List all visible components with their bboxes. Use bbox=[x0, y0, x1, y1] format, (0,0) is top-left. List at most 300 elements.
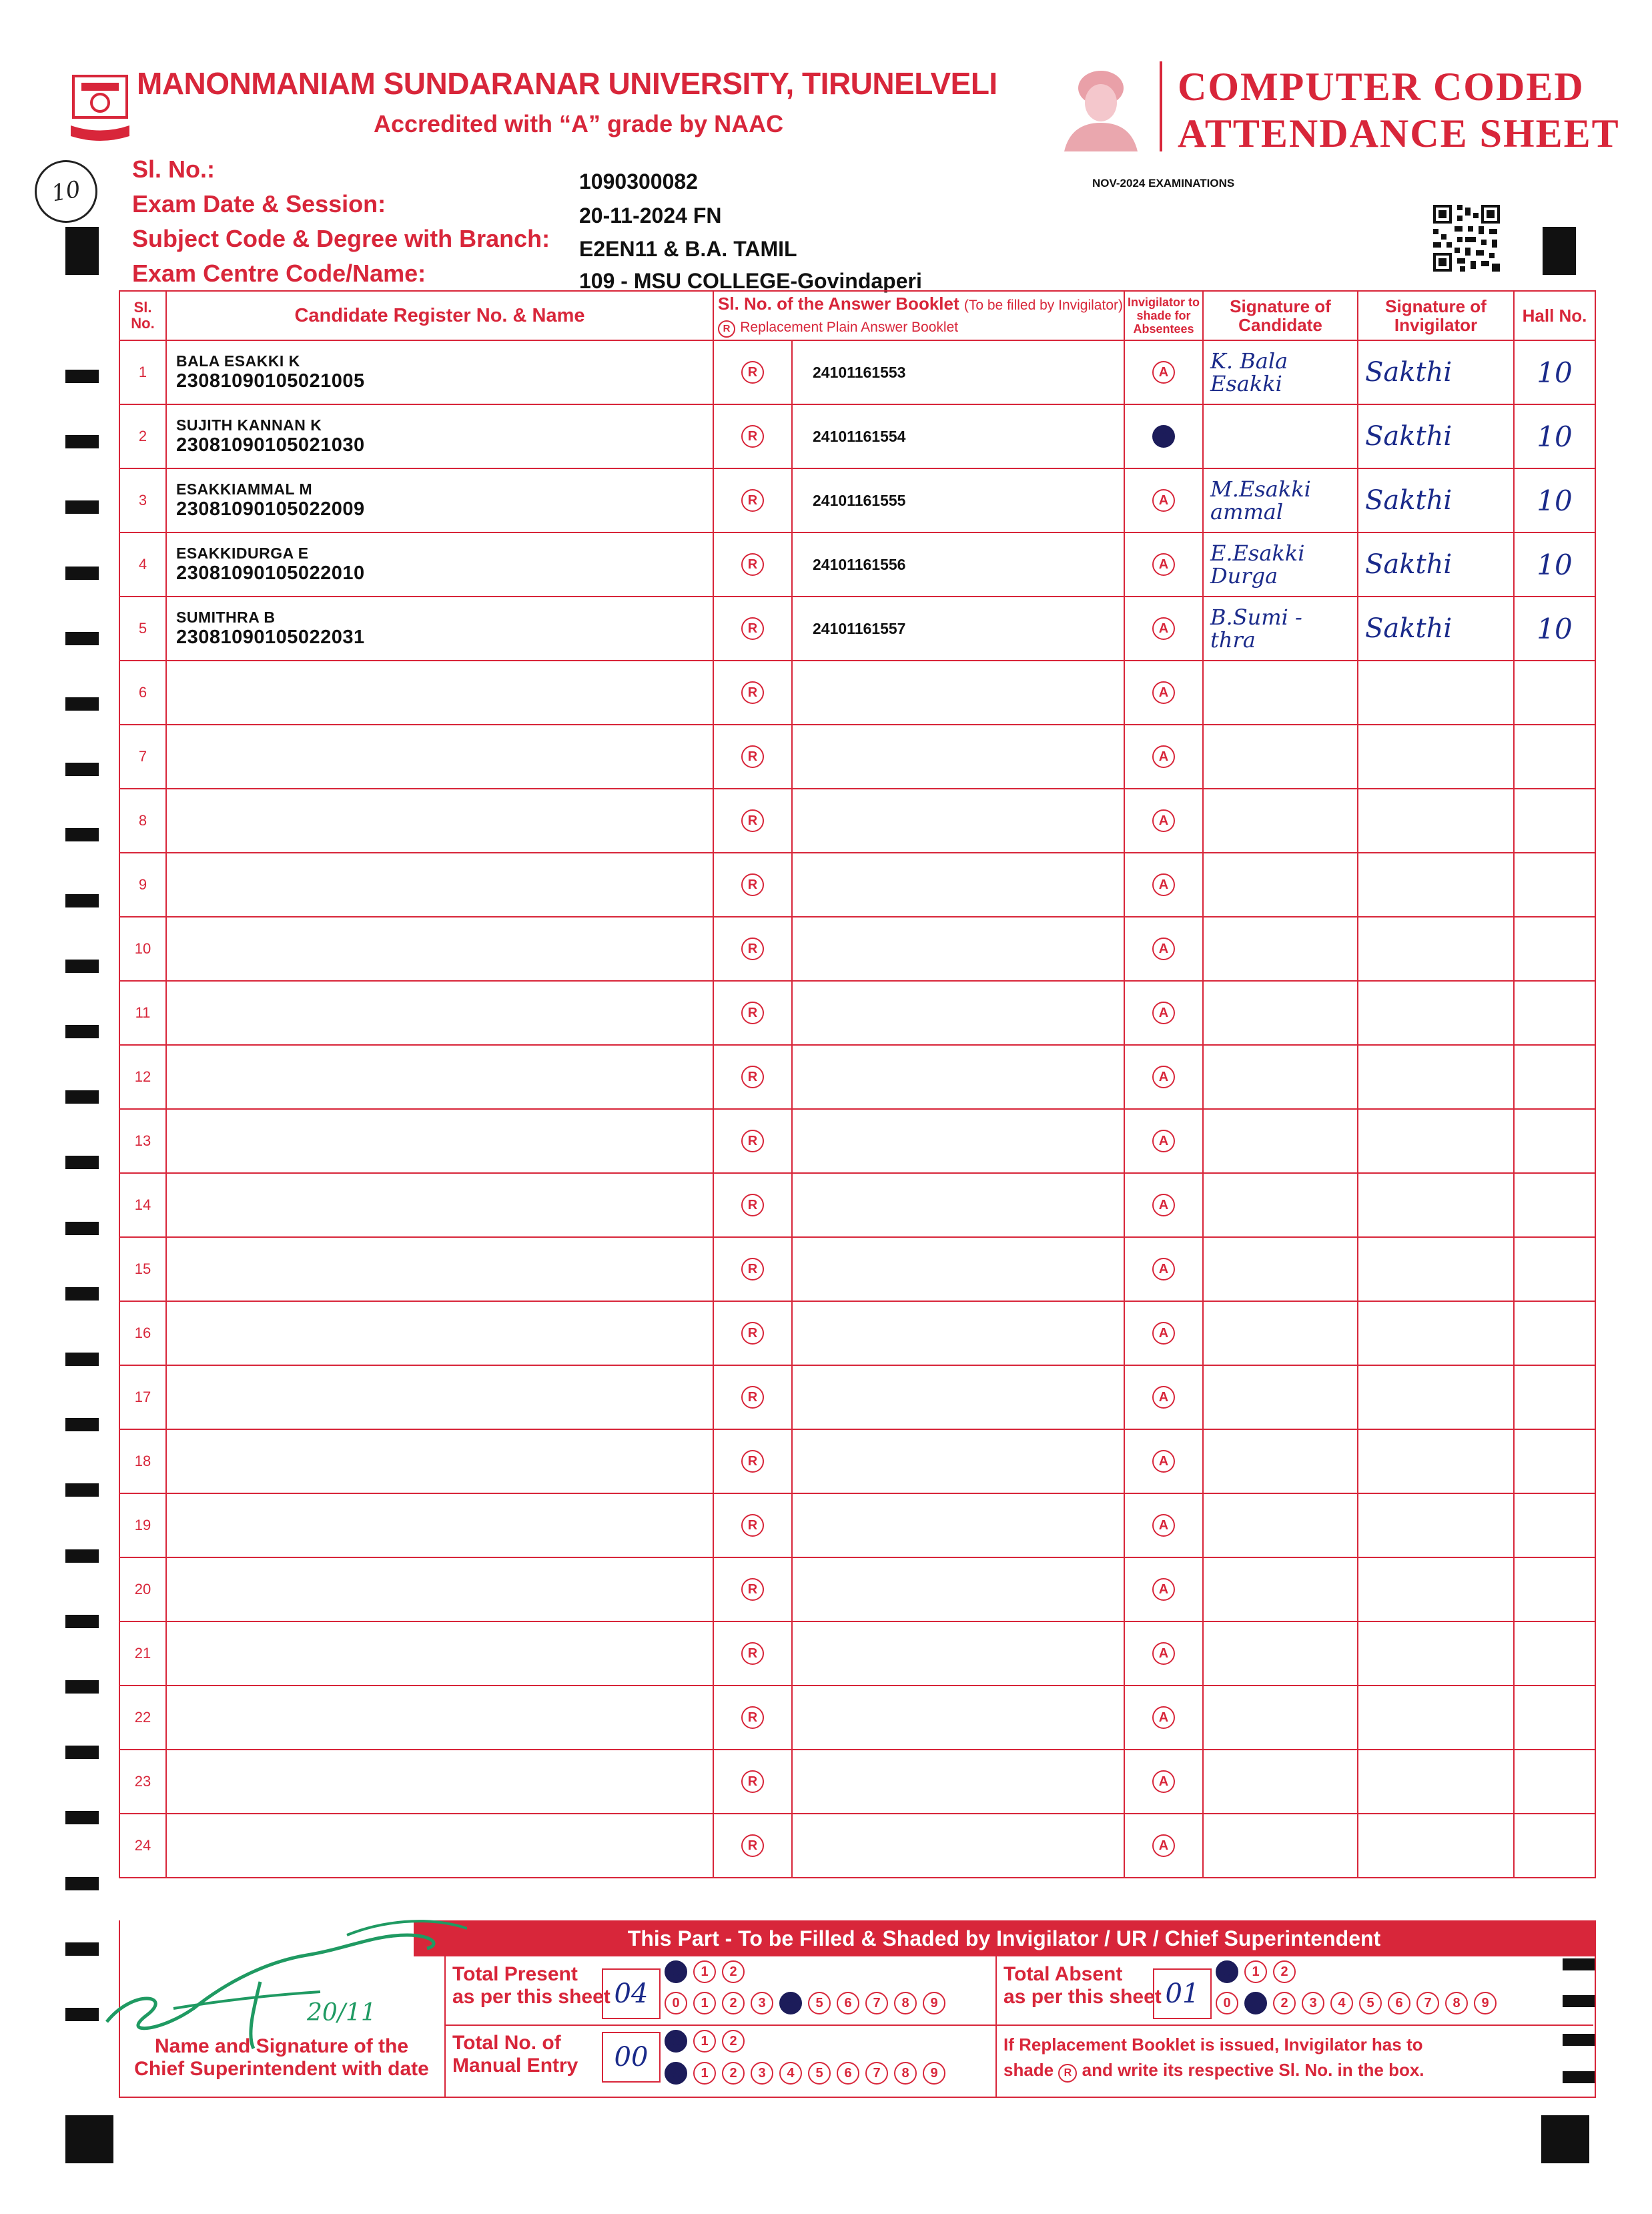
candidate-signature bbox=[1203, 1557, 1358, 1621]
digit-bubble[interactable]: 9 bbox=[923, 1992, 945, 2014]
replacement-bubble-cell[interactable] bbox=[713, 1045, 792, 1109]
candidate-cell bbox=[166, 853, 713, 917]
replacement-r-bubble[interactable]: R bbox=[741, 681, 764, 704]
digit-bubble[interactable]: 6 bbox=[837, 2062, 859, 2085]
digit-bubble[interactable]: 1 bbox=[1244, 1960, 1267, 1983]
absentee-a-bubble[interactable]: A bbox=[1152, 938, 1175, 960]
replacement-bubble-cell[interactable] bbox=[713, 1814, 792, 1878]
candidate-cell bbox=[166, 1237, 713, 1301]
candidate-cell bbox=[166, 1750, 713, 1814]
replacement-r-bubble[interactable]: R bbox=[741, 1834, 764, 1857]
digit-bubble[interactable]: 7 bbox=[1416, 1992, 1439, 2014]
absentee-bubble-cell[interactable] bbox=[1124, 1045, 1203, 1109]
absentee-bubble-cell[interactable] bbox=[1124, 1493, 1203, 1557]
absentee-bubble-cell[interactable] bbox=[1124, 597, 1203, 661]
replacement-r-bubble[interactable]: R bbox=[741, 1770, 764, 1793]
table-row bbox=[119, 1429, 1595, 1493]
digit-bubble[interactable]: 2 bbox=[722, 1992, 745, 2014]
candidate-signature-text: K. Bala Esakki bbox=[1210, 348, 1288, 396]
absentee-bubble-cell[interactable] bbox=[1124, 789, 1203, 853]
hall-no bbox=[1514, 1237, 1595, 1301]
notice-rest-text: and write its respective Sl. No. in the box. bbox=[1082, 2060, 1424, 2080]
absentee-bubble-cell[interactable] bbox=[1124, 1621, 1203, 1686]
replacement-bubble-cell[interactable] bbox=[713, 661, 792, 725]
candidate-signature-text: M.Esakki ammal bbox=[1210, 476, 1311, 524]
replacement-bubble-cell[interactable] bbox=[713, 981, 792, 1045]
answer-booklet-no[interactable] bbox=[792, 1429, 1124, 1493]
absentee-a-bubble[interactable]: A bbox=[1152, 489, 1175, 512]
row-sl-no: 13 bbox=[119, 1109, 166, 1173]
table-row bbox=[119, 532, 1595, 597]
candidate-signature bbox=[1203, 1814, 1358, 1878]
table-row bbox=[119, 1557, 1595, 1621]
invigilator-signature bbox=[1358, 1493, 1514, 1557]
replacement-bubble-cell[interactable] bbox=[713, 1686, 792, 1750]
answer-booklet-no[interactable] bbox=[792, 1109, 1124, 1173]
absentee-a-bubble[interactable]: A bbox=[1152, 1194, 1175, 1216]
replacement-bubble-cell[interactable] bbox=[713, 1621, 792, 1686]
candidate-cell bbox=[166, 981, 713, 1045]
replacement-r-bubble[interactable]: R bbox=[741, 1066, 764, 1088]
row-sl-no: 18 bbox=[119, 1429, 166, 1493]
candidate-cell bbox=[166, 1365, 713, 1429]
replacement-r-bubble[interactable]: R bbox=[741, 1514, 764, 1537]
candidate-signature bbox=[1203, 1301, 1358, 1365]
hall-no bbox=[1514, 1301, 1595, 1365]
alignment-mark bbox=[1543, 227, 1576, 275]
candidate-register-no: 23081090105021005 bbox=[176, 370, 365, 392]
invigilator-signature-text: Sakthi bbox=[1365, 613, 1453, 644]
absentee-bubble-cell[interactable] bbox=[1124, 1814, 1203, 1878]
candidate-signature bbox=[1203, 1686, 1358, 1750]
answer-booklet-no[interactable] bbox=[792, 917, 1124, 981]
exam-date-value: 20-11-2024 FN bbox=[579, 204, 722, 228]
replacement-bubble-cell[interactable] bbox=[713, 468, 792, 532]
absentee-bubble-cell[interactable] bbox=[1124, 661, 1203, 725]
digit-bubble[interactable]: 2 bbox=[722, 1960, 745, 1983]
replacement-bubble-cell[interactable] bbox=[713, 789, 792, 853]
invigilator-signature bbox=[1358, 661, 1514, 725]
replacement-bubble-cell[interactable] bbox=[713, 1750, 792, 1814]
absentee-a-bubble[interactable]: A bbox=[1152, 1322, 1175, 1345]
invigilator-signature bbox=[1358, 1814, 1514, 1878]
absentee-a-bubble[interactable]: A bbox=[1152, 425, 1175, 448]
answer-booklet-no[interactable] bbox=[792, 1686, 1124, 1750]
absentee-bubble-cell[interactable] bbox=[1124, 917, 1203, 981]
digit-bubble[interactable]: 1 bbox=[693, 2030, 716, 2053]
answer-booklet-no[interactable] bbox=[792, 1814, 1124, 1878]
invigilator-signature bbox=[1358, 853, 1514, 917]
digit-bubble[interactable]: 6 bbox=[837, 1992, 859, 2014]
absentee-bubble-cell[interactable] bbox=[1124, 1173, 1203, 1237]
invigilator-signature bbox=[1358, 1429, 1514, 1493]
replacement-r-bubble[interactable]: R bbox=[741, 809, 764, 832]
candidate-cell bbox=[166, 1045, 713, 1109]
manual-entry-line1: Total No. of bbox=[452, 2032, 561, 2054]
answer-booklet-no[interactable]: 24101161556 bbox=[792, 532, 1124, 597]
replacement-r-icon: R bbox=[718, 320, 735, 338]
answer-booklet-no[interactable] bbox=[792, 1493, 1124, 1557]
absentee-bubble-cell[interactable] bbox=[1124, 1365, 1203, 1429]
timing-mark bbox=[65, 1156, 99, 1169]
replacement-r-bubble[interactable]: R bbox=[741, 361, 764, 384]
timing-mark bbox=[65, 435, 99, 448]
answer-booklet-no[interactable] bbox=[792, 725, 1124, 789]
replacement-r-bubble[interactable]: R bbox=[741, 489, 764, 512]
qr-code bbox=[1433, 205, 1500, 272]
manual-tens-bubbles bbox=[665, 2030, 745, 2053]
absentee-a-bubble[interactable]: A bbox=[1152, 681, 1175, 704]
sheet-title bbox=[1178, 63, 1620, 157]
replacement-r-bubble[interactable]: R bbox=[741, 553, 764, 576]
timing-mark bbox=[65, 763, 99, 776]
replacement-r-bubble[interactable]: R bbox=[741, 1258, 764, 1280]
digit-bubble[interactable]: 6 bbox=[1388, 1992, 1410, 2014]
hall-no bbox=[1514, 1365, 1595, 1429]
invigilator-signature bbox=[1358, 1045, 1514, 1109]
absentee-a-bubble[interactable]: A bbox=[1152, 1578, 1175, 1601]
total-absent-line2: as per this sheet bbox=[1003, 1986, 1162, 2008]
hall-no bbox=[1514, 1493, 1595, 1557]
replacement-r-bubble[interactable]: R bbox=[741, 873, 764, 896]
absentee-bubble-cell[interactable] bbox=[1124, 981, 1203, 1045]
absentee-bubble-cell[interactable] bbox=[1124, 1557, 1203, 1621]
timing-mark bbox=[65, 567, 99, 580]
candidate-cell bbox=[166, 597, 713, 661]
row-sl-no: 22 bbox=[119, 1686, 166, 1750]
replacement-bubble-cell[interactable] bbox=[713, 597, 792, 661]
table-row bbox=[119, 853, 1595, 917]
timing-mark bbox=[65, 1746, 99, 1759]
digit-bubble[interactable]: 8 bbox=[894, 1992, 917, 2014]
digit-bubble[interactable]: 0 bbox=[665, 2062, 687, 2085]
notice-line1: If Replacement Booklet is issued, Invigilator has to bbox=[1003, 2035, 1423, 2055]
row-sl-no: 17 bbox=[119, 1365, 166, 1429]
digit-bubble[interactable]: 7 bbox=[865, 2062, 888, 2085]
absentee-bubble-cell[interactable] bbox=[1124, 1686, 1203, 1750]
invigilator-signature bbox=[1358, 468, 1514, 532]
invigilator-signature bbox=[1358, 789, 1514, 853]
col-signature-candidate-header: Signature of Candidate bbox=[1203, 291, 1358, 340]
university-name: MANONMANIAM SUNDARANAR UNIVERSITY, TIRUNELVELI bbox=[137, 66, 997, 101]
table-row bbox=[119, 1045, 1595, 1109]
replacement-bubble-cell[interactable] bbox=[713, 1557, 792, 1621]
candidate-name: SUJITH KANNAN K bbox=[176, 416, 322, 434]
digit-bubble[interactable]: 1 bbox=[693, 2062, 716, 2085]
chief-label bbox=[119, 2035, 444, 2081]
replacement-bubble-cell[interactable] bbox=[713, 1173, 792, 1237]
replacement-r-bubble[interactable]: R bbox=[741, 1322, 764, 1345]
replacement-r-bubble[interactable]: R bbox=[741, 1194, 764, 1216]
candidate-signature bbox=[1203, 1365, 1358, 1429]
digit-bubble[interactable]: 8 bbox=[894, 2062, 917, 2085]
candidate-register-no: 23081090105021030 bbox=[176, 434, 365, 456]
exam-date-label: Exam Date & Session: bbox=[132, 190, 386, 218]
absentee-a-bubble[interactable]: A bbox=[1152, 361, 1175, 384]
timing-mark bbox=[65, 1483, 99, 1497]
candidate-cell bbox=[166, 1301, 713, 1365]
answer-booklet-no[interactable] bbox=[792, 789, 1124, 853]
replacement-r-bubble[interactable]: R bbox=[741, 938, 764, 960]
replacement-r-bubble[interactable]: R bbox=[741, 1578, 764, 1601]
invigilator-signature bbox=[1358, 917, 1514, 981]
invigilator-signature bbox=[1358, 1301, 1514, 1365]
candidate-cell bbox=[166, 404, 713, 468]
absentee-a-bubble[interactable]: A bbox=[1152, 809, 1175, 832]
absentee-a-bubble[interactable]: A bbox=[1152, 1130, 1175, 1152]
digit-bubble[interactable]: 5 bbox=[808, 2062, 831, 2085]
hall-no bbox=[1514, 661, 1595, 725]
row-sl-no: 4 bbox=[119, 532, 166, 597]
hall-no bbox=[1514, 1045, 1595, 1109]
digit-bubble[interactable]: 0 bbox=[1216, 1992, 1238, 2014]
answer-booklet-no[interactable] bbox=[792, 1173, 1124, 1237]
centre-value: 109 - MSU COLLEGE-Govindaperi bbox=[579, 269, 922, 293]
absentee-bubble-cell[interactable] bbox=[1124, 853, 1203, 917]
answer-booklet-no[interactable] bbox=[792, 1557, 1124, 1621]
table-row bbox=[119, 468, 1595, 532]
candidate-signature bbox=[1203, 1237, 1358, 1301]
answer-booklet-no[interactable] bbox=[792, 981, 1124, 1045]
hall-no bbox=[1514, 1173, 1595, 1237]
hall-no-text: 10 bbox=[1537, 356, 1573, 389]
replacement-bubble-cell[interactable] bbox=[713, 532, 792, 597]
manual-entry-line2: Manual Entry bbox=[452, 2055, 578, 2077]
candidate-signature bbox=[1203, 725, 1358, 789]
digit-bubble[interactable]: 9 bbox=[923, 2062, 945, 2085]
candidate-signature bbox=[1203, 917, 1358, 981]
row-divider bbox=[444, 2024, 1593, 2026]
table-row bbox=[119, 1109, 1595, 1173]
absentee-bubble-cell[interactable] bbox=[1124, 1750, 1203, 1814]
digit-bubble[interactable]: 8 bbox=[1445, 1992, 1468, 2014]
sheet-title-line1: COMPUTER CODED bbox=[1178, 65, 1585, 109]
candidate-register-no: 23081090105022031 bbox=[176, 627, 365, 648]
answer-booklet-no[interactable] bbox=[792, 661, 1124, 725]
attendance-table bbox=[119, 290, 1596, 1878]
absentee-bubble-cell[interactable] bbox=[1124, 404, 1203, 468]
digit-bubble[interactable]: 0 bbox=[665, 1992, 687, 2014]
invigilator-signature-text: Sakthi bbox=[1365, 485, 1453, 516]
timing-mark bbox=[65, 828, 99, 841]
digit-bubble[interactable]: 4 bbox=[1330, 1992, 1353, 2014]
answer-booklet-no[interactable] bbox=[792, 1301, 1124, 1365]
absentee-bubble-cell[interactable] bbox=[1124, 468, 1203, 532]
timing-mark bbox=[65, 632, 99, 645]
candidate-signature bbox=[1203, 661, 1358, 725]
absentee-a-bubble[interactable]: A bbox=[1152, 1642, 1175, 1665]
candidate-cell bbox=[166, 1814, 713, 1878]
candidate-cell bbox=[166, 1493, 713, 1557]
replacement-r-bubble[interactable]: R bbox=[741, 1706, 764, 1729]
digit-bubble[interactable]: 3 bbox=[751, 2062, 773, 2085]
digit-bubble[interactable]: 2 bbox=[1273, 1992, 1296, 2014]
absentee-bubble-cell[interactable] bbox=[1124, 1301, 1203, 1365]
replacement-r-bubble[interactable]: R bbox=[741, 1002, 764, 1024]
hall-no bbox=[1514, 1686, 1595, 1750]
candidate-signature bbox=[1203, 1621, 1358, 1686]
candidate-signature bbox=[1203, 1429, 1358, 1493]
manual-entry-label bbox=[452, 2032, 578, 2077]
replacement-bubble-cell[interactable] bbox=[713, 1493, 792, 1557]
candidate-cell bbox=[166, 532, 713, 597]
hall-no bbox=[1514, 468, 1595, 532]
digit-bubble[interactable]: 5 bbox=[808, 1992, 831, 2014]
notice-line2 bbox=[1003, 2057, 1424, 2083]
row-sl-no: 5 bbox=[119, 597, 166, 661]
total-absent-box[interactable]: 01 bbox=[1153, 1968, 1212, 2019]
absentee-bubble-cell[interactable] bbox=[1124, 1237, 1203, 1301]
absentee-a-bubble[interactable]: A bbox=[1152, 1514, 1175, 1537]
digit-bubble[interactable]: 3 bbox=[751, 1992, 773, 2014]
candidate-signature bbox=[1203, 1493, 1358, 1557]
absentee-a-bubble[interactable]: A bbox=[1152, 1066, 1175, 1088]
answer-booklet-no[interactable]: 24101161554 bbox=[792, 404, 1124, 468]
answer-booklet-no[interactable] bbox=[792, 1237, 1124, 1301]
digit-bubble[interactable]: 2 bbox=[1273, 1960, 1296, 1983]
digit-bubble[interactable]: 0 bbox=[665, 2030, 687, 2053]
timing-mark bbox=[65, 960, 99, 973]
answer-booklet-no[interactable] bbox=[792, 1750, 1124, 1814]
candidate-cell bbox=[166, 789, 713, 853]
digit-bubble[interactable]: 4 bbox=[779, 1992, 802, 2014]
exam-tag: NOV-2024 EXAMINATIONS bbox=[1092, 177, 1235, 190]
candidate-name: BALA ESAKKI K bbox=[176, 352, 300, 370]
absentee-a-bubble[interactable]: A bbox=[1152, 1002, 1175, 1024]
absentee-a-bubble[interactable]: A bbox=[1152, 1258, 1175, 1280]
replacement-r-bubble[interactable]: R bbox=[741, 1642, 764, 1665]
digit-bubble[interactable]: 1 bbox=[1244, 1992, 1267, 2014]
table-row bbox=[119, 725, 1595, 789]
table-row bbox=[119, 340, 1595, 404]
digit-bubble[interactable]: 4 bbox=[779, 2062, 802, 2085]
university-logo bbox=[67, 72, 133, 145]
replacement-r-bubble[interactable]: R bbox=[741, 617, 764, 640]
digit-bubble[interactable]: 0 bbox=[1216, 1960, 1238, 1983]
digit-bubble[interactable]: 2 bbox=[722, 2030, 745, 2053]
absentee-a-bubble[interactable]: A bbox=[1152, 617, 1175, 640]
replacement-r-bubble[interactable]: R bbox=[741, 745, 764, 768]
table-row bbox=[119, 789, 1595, 853]
invigilator-signature bbox=[1358, 725, 1514, 789]
digit-bubble[interactable]: 2 bbox=[722, 2062, 745, 2085]
digit-bubble[interactable]: 1 bbox=[693, 1960, 716, 1983]
total-absent-label bbox=[1003, 1963, 1162, 2008]
invigilator-signature bbox=[1358, 1621, 1514, 1686]
answer-booklet-no[interactable]: 24101161553 bbox=[792, 340, 1124, 404]
candidate-signature bbox=[1203, 1750, 1358, 1814]
total-present-label bbox=[452, 1963, 610, 2008]
replacement-r-bubble[interactable]: R bbox=[741, 1130, 764, 1152]
candidate-cell bbox=[166, 1621, 713, 1686]
digit-bubble[interactable]: 5 bbox=[1359, 1992, 1382, 2014]
candidate-signature-text: E.Esakki Durga bbox=[1210, 540, 1305, 589]
answer-booklet-no[interactable] bbox=[792, 1365, 1124, 1429]
absent-units-bubbles bbox=[1216, 1992, 1497, 2014]
replacement-bubble-cell[interactable] bbox=[713, 917, 792, 981]
absentee-a-bubble[interactable]: A bbox=[1152, 873, 1175, 896]
answer-booklet-no[interactable] bbox=[792, 1045, 1124, 1109]
replacement-bubble-cell[interactable] bbox=[713, 1109, 792, 1173]
replacement-bubble-cell[interactable] bbox=[713, 340, 792, 404]
answer-booklet-no[interactable] bbox=[792, 853, 1124, 917]
replacement-bubble-cell[interactable] bbox=[713, 725, 792, 789]
invigilator-signature bbox=[1358, 1109, 1514, 1173]
candidate-signature bbox=[1203, 1173, 1358, 1237]
absentee-a-bubble[interactable]: A bbox=[1152, 1706, 1175, 1729]
replacement-r-bubble[interactable]: R bbox=[741, 1450, 764, 1473]
absentee-bubble-cell[interactable] bbox=[1124, 1109, 1203, 1173]
absentee-bubble-cell[interactable] bbox=[1124, 1429, 1203, 1493]
candidate-signature bbox=[1203, 853, 1358, 917]
absentee-a-bubble[interactable]: A bbox=[1152, 553, 1175, 576]
timing-mark bbox=[65, 1025, 99, 1038]
absentee-a-bubble[interactable]: A bbox=[1152, 1834, 1175, 1857]
digit-bubble[interactable]: 3 bbox=[1302, 1992, 1324, 2014]
digit-bubble[interactable]: 9 bbox=[1474, 1992, 1497, 2014]
digit-bubble[interactable]: 0 bbox=[665, 1960, 687, 1983]
row-sl-no: 12 bbox=[119, 1045, 166, 1109]
manual-units-bubbles bbox=[665, 2062, 945, 2085]
timing-mark bbox=[65, 1615, 99, 1628]
manual-entry-box[interactable]: 00 bbox=[602, 2032, 661, 2083]
timing-mark bbox=[65, 697, 99, 711]
row-sl-no: 1 bbox=[119, 340, 166, 404]
answer-booklet-no[interactable] bbox=[792, 1621, 1124, 1686]
answer-booklet-no[interactable]: 24101161555 bbox=[792, 468, 1124, 532]
row-sl-no: 21 bbox=[119, 1621, 166, 1686]
digit-bubble[interactable]: 7 bbox=[865, 1992, 888, 2014]
candidate-signature bbox=[1203, 468, 1358, 532]
absentee-a-bubble[interactable]: A bbox=[1152, 1386, 1175, 1409]
replacement-bubble-cell[interactable] bbox=[713, 853, 792, 917]
invigilator-signature-text: Sakthi bbox=[1365, 357, 1453, 388]
timing-mark bbox=[65, 1287, 99, 1301]
replacement-bubble-cell[interactable] bbox=[713, 1301, 792, 1365]
col-signature-invigilator-header: Signature of Invigilator bbox=[1358, 291, 1514, 340]
absentee-bubble-cell[interactable] bbox=[1124, 725, 1203, 789]
hall-no bbox=[1514, 1109, 1595, 1173]
candidate-cell bbox=[166, 1173, 713, 1237]
row-sl-no: 16 bbox=[119, 1301, 166, 1365]
absentee-a-bubble[interactable]: A bbox=[1152, 1770, 1175, 1793]
digit-bubble[interactable]: 1 bbox=[693, 1992, 716, 2014]
row-sl-no: 7 bbox=[119, 725, 166, 789]
timing-mark bbox=[65, 1549, 99, 1563]
replacement-r-bubble[interactable]: R bbox=[741, 1386, 764, 1409]
replacement-bubble-cell[interactable] bbox=[713, 404, 792, 468]
total-present-box[interactable]: 04 bbox=[602, 1968, 661, 2019]
replacement-bubble-cell[interactable] bbox=[713, 1365, 792, 1429]
col-booklet-header bbox=[713, 291, 1124, 340]
timing-mark bbox=[65, 1090, 99, 1104]
table-row bbox=[119, 1365, 1595, 1429]
timing-mark bbox=[65, 1811, 99, 1824]
absentee-bubble-cell[interactable] bbox=[1124, 340, 1203, 404]
replacement-bubble-cell[interactable] bbox=[713, 1237, 792, 1301]
invigilator-signature bbox=[1358, 1686, 1514, 1750]
chief-label-line1: Name and Signature of the bbox=[154, 2035, 409, 2057]
table-row bbox=[119, 981, 1595, 1045]
replacement-r-bubble[interactable]: R bbox=[741, 425, 764, 448]
answer-booklet-no[interactable]: 24101161557 bbox=[792, 597, 1124, 661]
booklet-header-title: Sl. No. of the Answer Booklet bbox=[718, 294, 959, 314]
replacement-bubble-cell[interactable] bbox=[713, 1429, 792, 1493]
row-sl-no: 14 bbox=[119, 1173, 166, 1237]
absentee-a-bubble[interactable]: A bbox=[1152, 745, 1175, 768]
absentee-a-bubble[interactable]: A bbox=[1152, 1450, 1175, 1473]
absentee-bubble-cell[interactable] bbox=[1124, 532, 1203, 597]
